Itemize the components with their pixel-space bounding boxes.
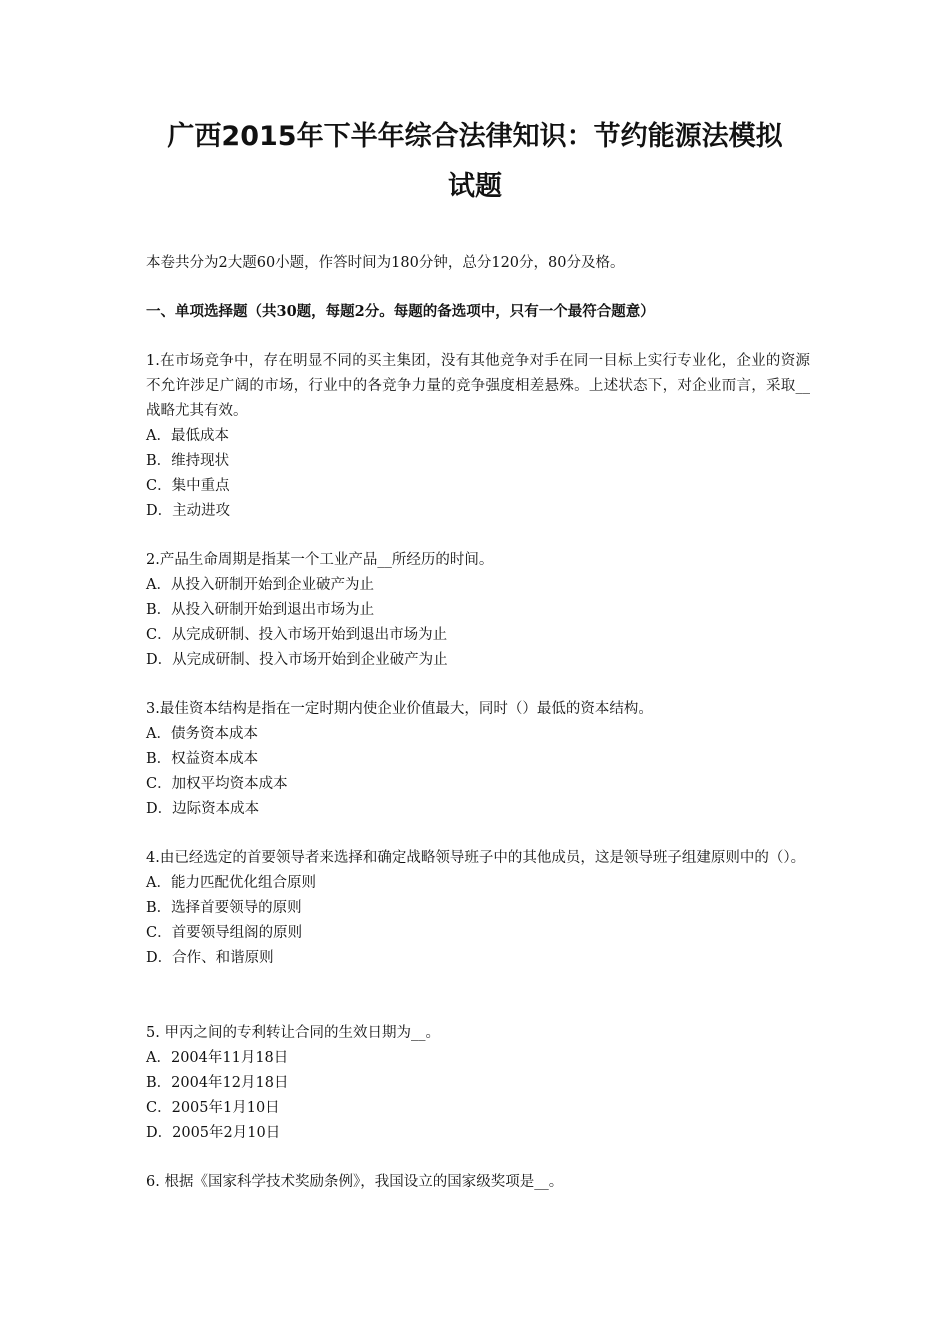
- question-1: [146, 349, 810, 524]
- option-c: C．加权平均资本成本: [146, 776, 288, 792]
- option-list: [146, 424, 810, 524]
- question-stem: 1.在市场竞争中，存在明显不同的买主集团，没有其他竞争对手在同一目标上实行专业化，企业的资源不允许涉足广阔的市场，行业中的各竞争力量的竞争强度相差悬殊。上述状态下，对企业而言，采取__战略尤其有效。: [146, 353, 810, 419]
- option-list: [146, 871, 810, 971]
- option-list: [146, 722, 810, 822]
- option-a: A．2004年11月18日: [146, 1050, 289, 1066]
- option-list: [146, 573, 810, 673]
- option-c: C．集中重点: [146, 478, 230, 494]
- option-a: A．债务资本成本: [146, 726, 258, 742]
- question-stem: 3.最佳资本结构是指在一定时期内使企业价值最大，同时（）最低的资本结构。: [146, 701, 653, 717]
- option-d: D．边际资本成本: [146, 801, 260, 817]
- option-b: B．权益资本成本: [146, 751, 259, 767]
- option-b: B．从投入研制开始到退出市场为止: [146, 602, 375, 618]
- option-d: D．2005年2月10日: [146, 1125, 281, 1141]
- question-stem: 6. 根据《国家科学技术奖励条例》，我国设立的国家级奖项是__。: [146, 1174, 564, 1190]
- question-4: [146, 846, 810, 971]
- option-b: B．2004年12月18日: [146, 1075, 289, 1091]
- option-d: D．合作、和谐原则: [146, 950, 274, 966]
- option-d: D．从完成研制、投入市场开始到企业破产为止: [146, 652, 448, 668]
- question-5: [146, 1021, 810, 1146]
- option-a: A．最低成本: [146, 428, 229, 444]
- option-b: B．选择首要领导的原则: [146, 900, 302, 916]
- option-a: A．从投入研制开始到企业破产为止: [146, 577, 374, 593]
- option-list: [146, 1046, 810, 1146]
- option-d: D．主动进攻: [146, 503, 231, 519]
- option-c: C．从完成研制、投入市场开始到退出市场为止: [146, 627, 448, 643]
- question-stem: 5. 甲丙之间的专利转让合同的生效日期为__。: [146, 1025, 440, 1041]
- document-title-line-2: 试题: [448, 171, 502, 202]
- document-title-line-1: 广西2015年下半年综合法律知识：节约能源法模拟: [167, 121, 783, 152]
- question-3: [146, 697, 810, 822]
- option-c: C．2005年1月10日: [146, 1100, 280, 1116]
- option-b: B．维持现状: [146, 453, 230, 469]
- question-stem: 4.由已经选定的首要领导者来选择和确定战略领导班子中的其他成员，这是领导班子组建原则中的（）。: [146, 850, 806, 866]
- section-heading: 一、单项选择题（共30题，每题2分。每题的备选项中，只有一个最符合题意）: [146, 303, 655, 320]
- question-stem: 2.产品生命周期是指某一个工业产品__所经历的时间。: [146, 552, 494, 568]
- document-title: [120, 112, 830, 212]
- exam-intro: 本卷共分为2大题60小题，作答时间为180分钟，总分120分，80分及格。: [146, 255, 625, 271]
- question-2: [146, 548, 810, 673]
- option-c: C．首要领导组阁的原则: [146, 925, 303, 941]
- question-6: [146, 1170, 810, 1195]
- option-a: A．能力匹配优化组合原则: [146, 875, 316, 891]
